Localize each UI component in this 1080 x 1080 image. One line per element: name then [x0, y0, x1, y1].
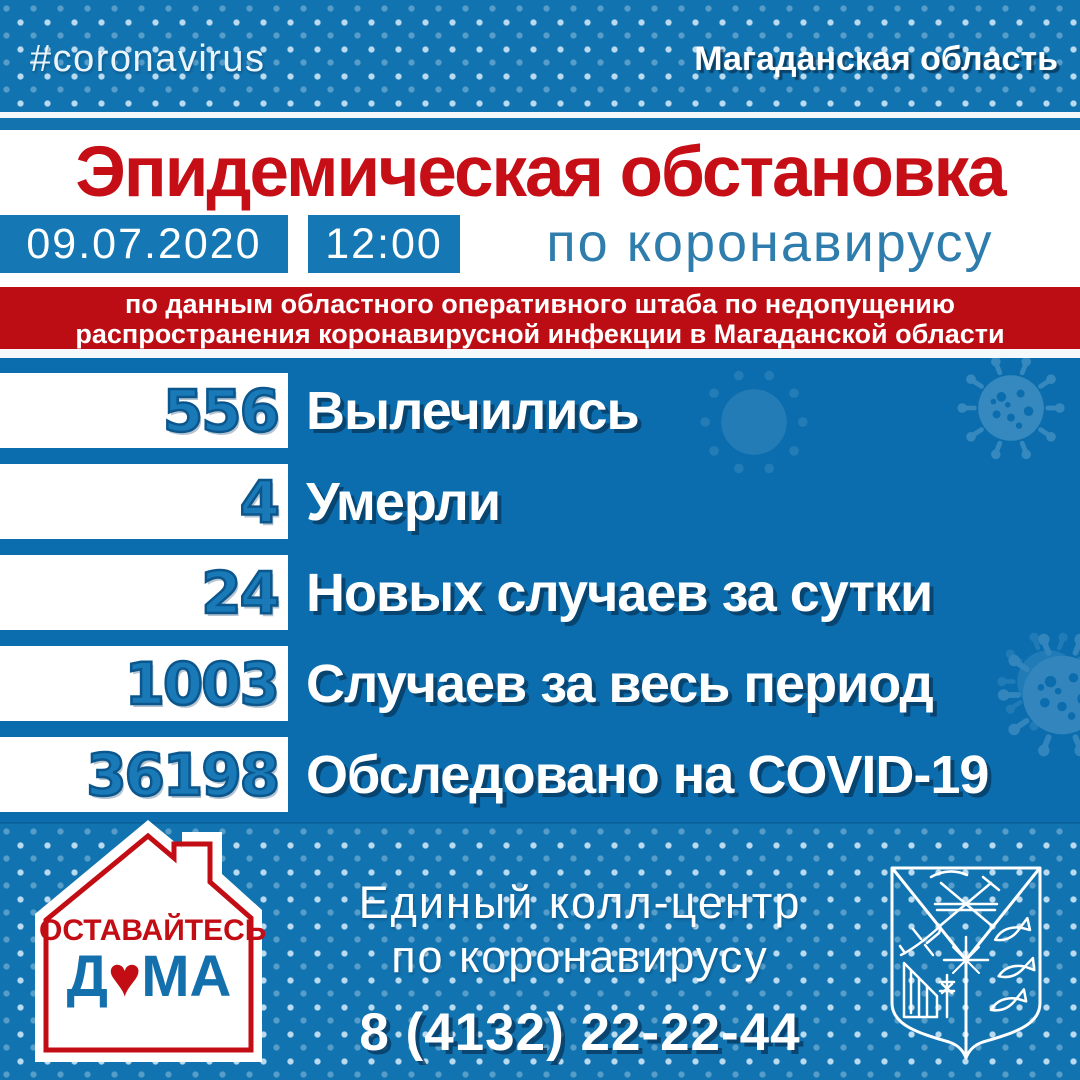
stat-value: 4 [239, 467, 278, 536]
doma-right: МА [141, 944, 232, 1009]
source-banner [0, 287, 1080, 349]
page-title: Эпидемическая обстановка [75, 133, 1005, 212]
source-banner-line-2: распространения коронавирусной инфекции в Магаданской области [75, 319, 1005, 349]
stat-bar [0, 464, 288, 539]
phone-number: 8 (4132) 22-22-44 [359, 1003, 801, 1062]
separator [0, 349, 1080, 358]
stat-label: Вылечились [306, 381, 639, 441]
call-center-line-1: Единый колл-центр [358, 877, 802, 928]
heart-icon: ♥ [107, 945, 142, 1008]
stat-bar [0, 737, 288, 812]
stat-row-tested [0, 737, 1080, 812]
stay-home-text: ОСТАВАЙТЕСЬ [39, 914, 267, 947]
stat-row-new-cases [0, 555, 1080, 630]
stat-bar [0, 373, 288, 448]
stat-bar [0, 646, 288, 721]
subtitle: по коронавирусу [546, 213, 994, 273]
hashtag-coronavirus: #coronavirus [30, 38, 266, 80]
stat-value: 24 [201, 558, 278, 627]
source-banner-line-1: по данным областного оперативного штаба по недопущению [125, 289, 955, 319]
stat-label: Новых случаев за сутки [306, 563, 933, 623]
call-center-block [290, 876, 870, 1063]
stay-home-house-icon [30, 812, 268, 1064]
stat-row-recovered [0, 373, 1080, 448]
time-badge: 12:00 [308, 215, 460, 273]
stat-value: 556 [162, 376, 278, 445]
date-badge: 09.07.2020 [0, 215, 288, 273]
stat-label: Умерли [306, 472, 501, 532]
magadan-oblast-coat-of-arms-icon [887, 863, 1045, 1061]
separator [0, 118, 1080, 130]
stat-bar [0, 555, 288, 630]
stat-label: Случаев за весь период [306, 654, 933, 714]
stat-value: 36198 [86, 740, 278, 809]
stat-label: Обследовано на COVID-19 [306, 745, 989, 805]
stat-value: 1003 [124, 649, 278, 718]
stat-row-total-cases [0, 646, 1080, 721]
call-center-line-2: по коронавирусу [391, 931, 769, 982]
region-name: Магаданская область [694, 40, 1058, 78]
stay-home-doma [39, 946, 259, 1008]
doma-left: Д [66, 944, 108, 1009]
stat-row-deaths [0, 464, 1080, 539]
